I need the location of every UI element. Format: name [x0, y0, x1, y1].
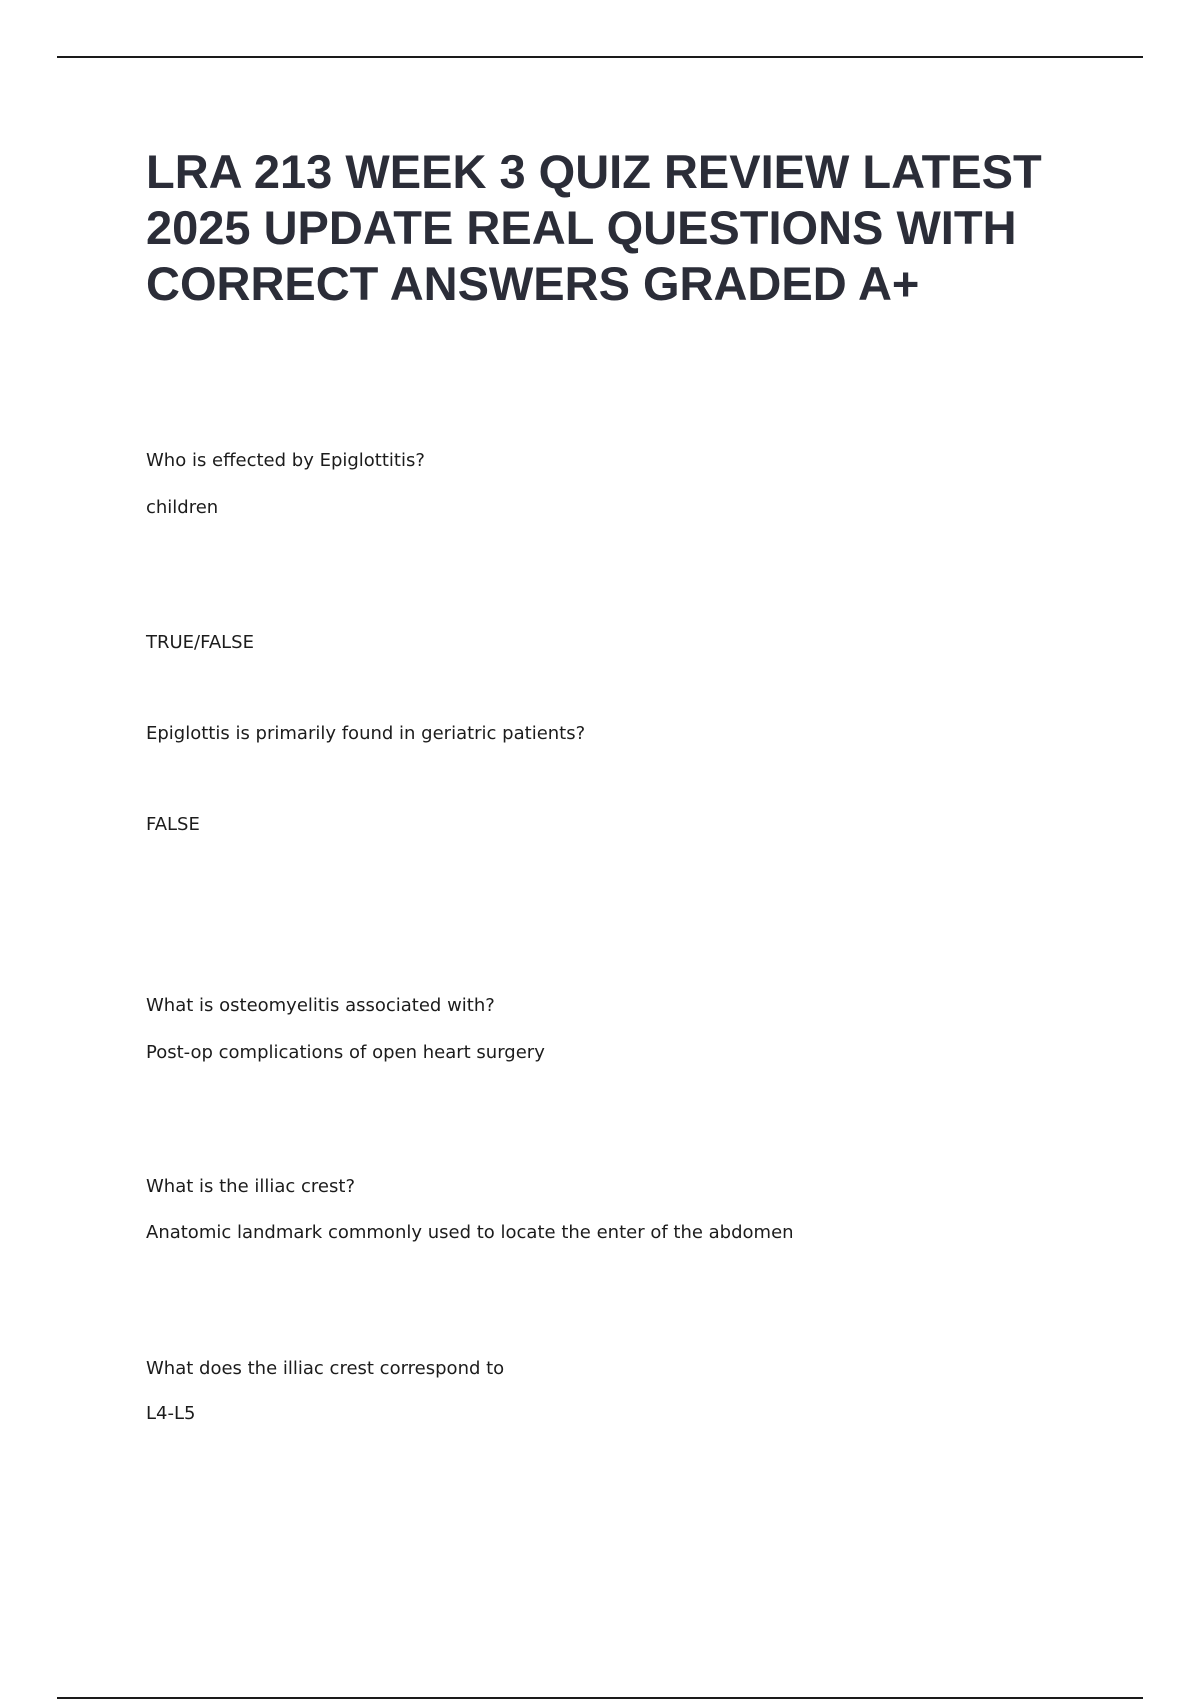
question-5: What does the illiac crest correspond to — [146, 1358, 505, 1379]
answer-4: Anatomic landmark commonly used to locate the enter of the abdomen — [146, 1222, 794, 1243]
answer-2: FALSE — [146, 814, 200, 835]
question-4: What is the illiac crest? — [146, 1176, 355, 1197]
answer-1: children — [146, 497, 219, 518]
section-label: TRUE/FALSE — [146, 632, 254, 653]
question-3: What is osteomyelitis associated with? — [146, 995, 495, 1016]
bottom-divider — [57, 1697, 1143, 1699]
question-2: Epiglottis is primarily found in geriatric patients? — [146, 723, 586, 744]
document-title: LRA 213 WEEK 3 QUIZ REVIEW LATEST 2025 UPDATE REAL QUESTIONS WITH CORRECT ANSWERS GRADED A+ — [146, 145, 1042, 310]
answer-5: L4-L5 — [146, 1403, 196, 1424]
answer-3: Post-op complications of open heart surgery — [146, 1042, 545, 1063]
question-1: Who is effected by Epiglottitis? — [146, 450, 425, 471]
top-divider — [57, 56, 1143, 58]
